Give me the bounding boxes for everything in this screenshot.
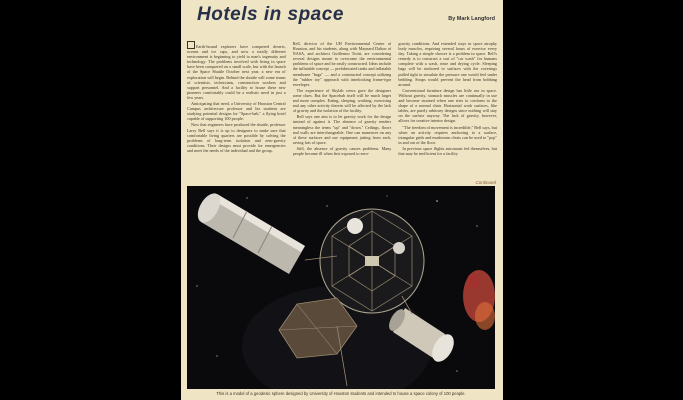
article-column-1 [187, 41, 286, 177]
paragraph [187, 41, 286, 100]
paragraph: The experience of Skylab crews gave the designers some clues. But the Spacehab itself will be much larger and more complex. Eating, sleeping, working, exercising and any other activity therein will be affected by the lack of gravity and the isolation of the facility. [292, 87, 392, 114]
paragraph: Anticipating that need, a University of Houston Central Campus architecture professor and his students are studying potential designs for "Space-hab," a flying hotel capable of supporting 100 people. [187, 101, 286, 122]
space-station-illustration [187, 186, 495, 389]
paragraph: Conventional furniture design has little use in space. Without gravity, stomach muscles are continually in use and become strained when one tries to conform to the shape of a normal chair. Horizontal work surfaces, like tables, are purely arbitrary designs since nothing will stay on the surface anyway. The lack of gravity, however, allows for creative interior design. [398, 87, 498, 124]
article-byline: By Mark Langford [448, 16, 495, 22]
paragraph: In previous space flights astronauts fed themselves, but that may be inefficient for a facility [398, 145, 498, 156]
continued-label: Continued [475, 180, 496, 185]
article-column-3 [398, 41, 497, 177]
nebula [463, 270, 495, 330]
magazine-page [181, 0, 503, 400]
image-caption: This is a model of a geodesic sphere designed by University of Houston students and intended to house a space colony of 100 people. [216, 391, 466, 396]
illustration-svg [187, 186, 495, 389]
article-column-2 [293, 41, 392, 177]
paragraph: Now that engineers have produced the shuttle, professor Larry Bell says it is up to designers to make sure that comfortable living quarters are possible by solving the problems of long-term isolation and zero-gravity conditions. Their designs must provide for emergencies and meet the needs of the individual and the group. [187, 122, 286, 153]
left-module [193, 190, 305, 274]
paragraph: Bell, director of the UH Environmental Center of Houston, and his students, along with Maynard Dalton of NASA, and architect Guillermo Trotti, are considering several designs meant to overcome the environmental problems of space and be easily constructed. Ideas include the inflatable concept — prefabricated tanks and inflatable membrane "bags" — and a constructed concept utilizing the "rubber toy" approach with interlocking frame-type envelopes. [292, 41, 392, 87]
article-title: Hotels in space [197, 4, 344, 25]
geodesic-sphere [320, 209, 424, 313]
paragraph: Still, the absence of gravity causes problems. Many people become ill when first exposed to zero- [292, 145, 392, 156]
dropcap-box [187, 41, 195, 49]
paragraph: "The freedom of movement is incredible," Bell says, but when an activity requires anchoring to a surface, triangular grids and mushroom cleats can be used to "pop" in and out of the floor. [398, 124, 498, 145]
paragraph: gravity conditions. And extended stays in space atrophy body muscles, requiring several hours of exercise every day. Taking a simple shower is a problem in space. Bell's remedy is to construct a sort of "car wash" for humans complete with a wash, rinse and drying cycle. Sleeping bags will be anchored to surfaces with the coverings pulled tight to simulate the pressure one would feel under bedding. Straps would prevent the head from bobbing around. [398, 41, 498, 87]
paragraph-text: Earth-bound explorers have conquered deserts, oceans and ice caps, and now a totally different environment is beginning to yield to man's ingenuity and technology. The problems involved with living in space have been conquered on a small scale, but with the launch of the Space Shuttle October next year, a new era of exploration will begin. Behind the shuttle will come teams of scientists, technicians, construction workers and support personnel. And a facility to house these new pioneers comfortably could be a realistic need in just a few years. [187, 44, 286, 100]
article-body [187, 41, 497, 177]
paragraph: Bell says one aim is to let gravity work for the design instead of against it. The absence of gravity renders meaningless the terms "up" and "down." Ceilings, floors and walls are interchangeable. One can maneuver on any of these surfaces and use equipment jutting from each, saving lots of space. [292, 114, 392, 145]
